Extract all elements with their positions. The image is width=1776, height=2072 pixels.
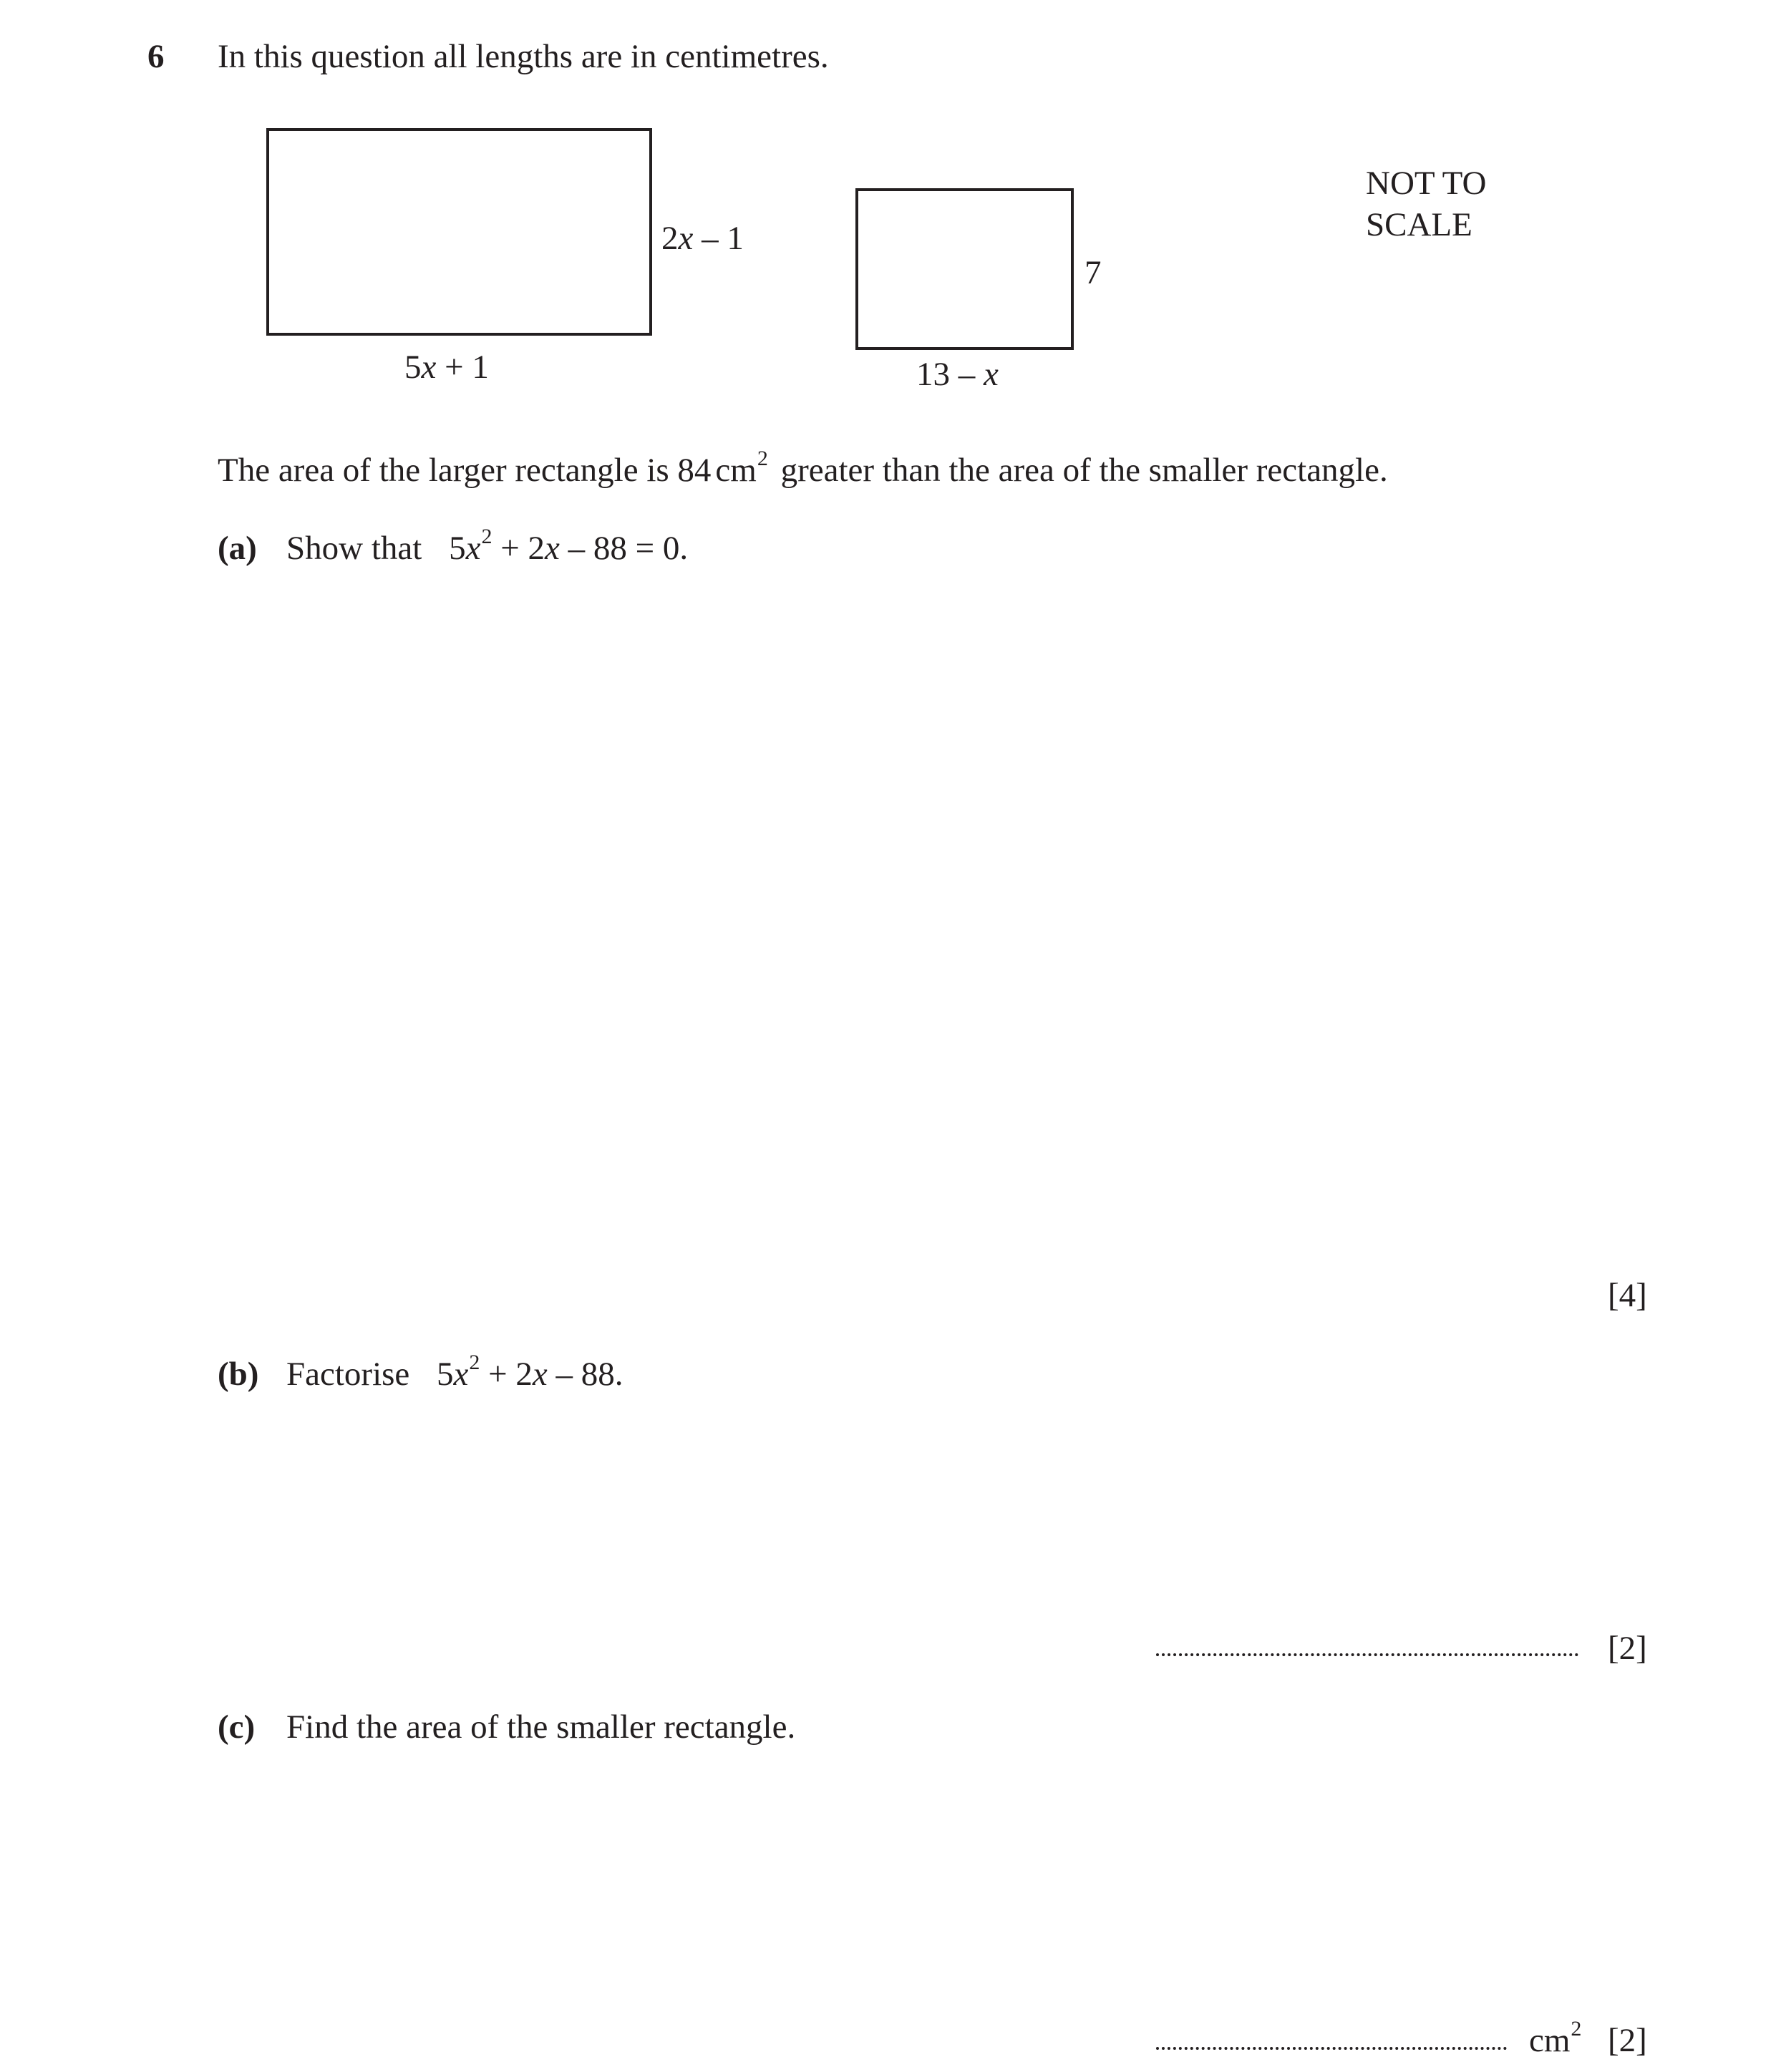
part-c-answer-unit bbox=[1529, 2017, 1582, 2059]
stem-unit-power: 2 bbox=[757, 447, 768, 470]
part-b-expr-power: 2 bbox=[469, 1351, 480, 1374]
width-variable: x bbox=[421, 349, 437, 386]
part-b-expr-coefficient: 5 bbox=[437, 1356, 454, 1393]
part-b-expr-middle: + 2 bbox=[480, 1356, 533, 1393]
height-variable: x bbox=[678, 220, 694, 257]
part-a-expr-variable-2: x bbox=[544, 530, 560, 567]
stem-text-after: greater than the area of the smaller rectangle. bbox=[772, 452, 1388, 489]
stem-unit: cm bbox=[715, 452, 757, 489]
part-a-label: (a) bbox=[218, 530, 257, 567]
stem-text-before: The area of the larger rectangle is 84 bbox=[218, 452, 712, 489]
width-variable: x bbox=[984, 356, 999, 393]
part-b-question bbox=[286, 1351, 623, 1393]
not-to-scale-line-1: NOT TO bbox=[1366, 165, 1487, 202]
part-c-marks: [2] bbox=[1608, 2022, 1647, 2059]
part-c-answer-line[interactable] bbox=[1156, 2047, 1507, 2050]
part-c-label: (c) bbox=[218, 1708, 256, 1746]
width-constant: 13 – bbox=[916, 356, 984, 393]
large-rect-height-label bbox=[661, 222, 744, 256]
part-c-unit: cm bbox=[1529, 2022, 1571, 2059]
question-number: 6 bbox=[147, 38, 165, 75]
large-rectangle bbox=[266, 128, 652, 336]
part-a-expr-middle: + 2 bbox=[492, 530, 545, 567]
large-rect-width-label bbox=[404, 351, 489, 384]
small-rectangle bbox=[855, 188, 1074, 350]
question-stem bbox=[218, 447, 1388, 489]
height-coefficient: 2 bbox=[661, 220, 679, 257]
part-c-unit-power: 2 bbox=[1571, 2017, 1582, 2041]
part-b-expr-end: – 88. bbox=[547, 1356, 623, 1393]
part-c-instruction: Find the area of the smaller rectangle. bbox=[286, 1708, 796, 1746]
part-a-instruction: Show that bbox=[286, 530, 422, 567]
question-intro: In this question all lengths are in centimetres. bbox=[218, 38, 829, 75]
part-b-expr-variable-2: x bbox=[532, 1356, 548, 1393]
width-coefficient: 5 bbox=[404, 349, 422, 386]
part-a-expr-end: – 88 = 0. bbox=[559, 530, 689, 567]
part-a-expr-power: 2 bbox=[481, 525, 492, 548]
small-rect-height-label: 7 bbox=[1084, 254, 1102, 291]
part-b-answer-line[interactable] bbox=[1156, 1653, 1578, 1656]
not-to-scale-line-2: SCALE bbox=[1366, 206, 1472, 243]
part-b-label: (b) bbox=[218, 1356, 259, 1393]
width-constant: + 1 bbox=[436, 349, 489, 386]
part-b-expr-variable: x bbox=[453, 1356, 469, 1393]
part-a-expr-variable: x bbox=[465, 530, 481, 567]
height-constant: – 1 bbox=[693, 220, 744, 257]
part-a-expr-coefficient: 5 bbox=[449, 530, 466, 567]
small-rect-width-label bbox=[916, 358, 999, 391]
part-b-instruction: Factorise bbox=[286, 1356, 410, 1393]
part-a-question bbox=[286, 525, 689, 567]
part-a-marks: [4] bbox=[1608, 1277, 1647, 1314]
part-b-marks: [2] bbox=[1608, 1630, 1647, 1667]
